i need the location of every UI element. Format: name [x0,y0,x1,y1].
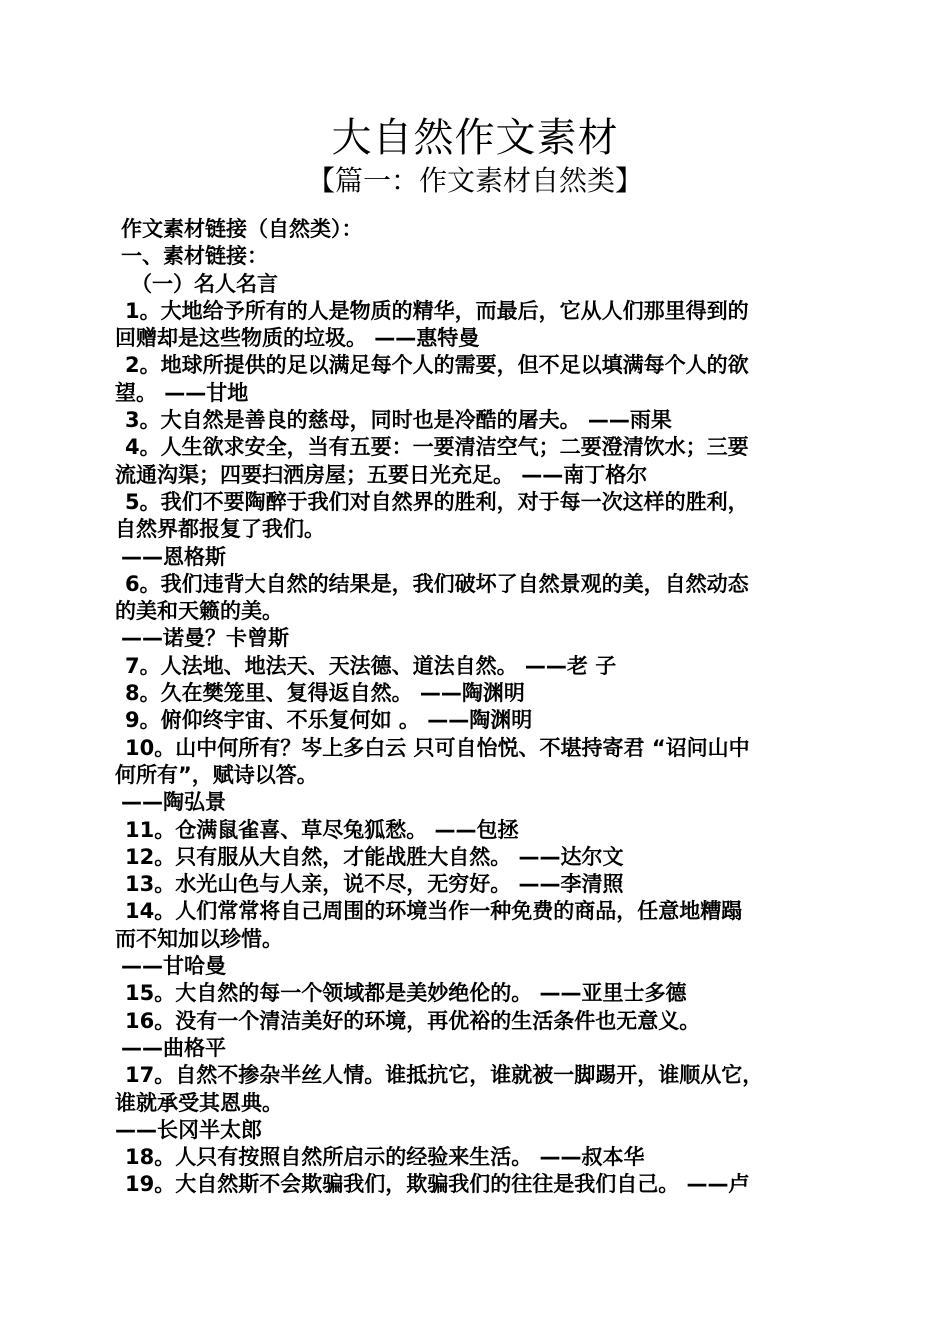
subsection-heading: 一、素材链接： [121,244,268,269]
quote-author: ——长冈半太郎 [115,1117,262,1142]
quote-line: 何所有”，赋诗以答。 [115,762,318,787]
quote-line: 19。大自然斯不会欺骗我们，欺骗我们的往往是我们自己。 ——卢 [125,1172,750,1197]
quote-line: 13。水光山色与人亲，说不尽，无穷好。 ——李清照 [125,872,624,897]
subsection-heading: （一）名人名言 [131,271,278,296]
section-heading: 作文素材链接（自然类）： [121,217,363,241]
quote-line: 5。我们不要陶醉于我们对自然界的胜利，对于每一次这样的胜利， [125,489,749,514]
quote-line: 14。人们常常将自己周围的环境当作一种免费的商品，任意地糟蹋 [125,899,743,924]
quote-author: ——诺曼？卡曾斯 [121,626,289,651]
quote-line: 回赠却是这些物质的垃圾。 ——惠特曼 [115,326,480,351]
quote-line: 谁就承受其恩典。 [115,1090,283,1115]
quote-line: 16。没有一个清洁美好的环境，再优裕的生活条件也无意义。 [125,1008,701,1033]
document-title: 大自然作文素材 [331,115,619,161]
quote-author: ——甘哈曼 [121,954,226,979]
document-body [115,216,831,1199]
quote-author: ——曲格平 [121,1035,226,1060]
quote-line: 自然界都报复了我们。 [115,517,325,542]
document-subtitle: 【篇一：作文素材自然类】 [306,164,643,197]
quote-line: 12。只有服从大自然，才能战胜大自然。 ——达尔文 [125,844,624,869]
quote-line: 11。仓满鼠雀喜、草尽兔狐愁。 ——包拯 [125,817,519,842]
quote-line: 10。山中何所有？岑上多白云 只可自怡悦、不堪持寄君 “诏问山中 [125,735,750,760]
quote-line: 8。久在樊笼里、复得返自然。 ——陶渊明 [125,681,525,706]
quote-author: ——恩格斯 [121,544,226,569]
quote-line: 的美和天籁的美。 [115,599,283,624]
quote-line: 9。俯仰终宇宙、不乐复何如 。 ——陶渊明 [125,708,533,733]
quote-line: 4。人生欲求安全，当有五要：一要清洁空气；二要澄清饮水；三要 [125,435,749,460]
quote-line: 7。人法地、地法天、天法德、道法自然。 ——老 子 [125,653,617,678]
quote-line: 1。大地给予所有的人是物质的精华，而最后，它从人们那里得到的 [125,298,749,323]
quote-line: 18。人只有按照自然所启示的经验来生活。 ——叔本华 [125,1145,645,1170]
quote-line: 2。地球所提供的足以满足每个人的需要，但不足以填满每个人的欲 [125,353,749,378]
quote-line: 17。自然不掺杂半丝人情。谁抵抗它，谁就被一脚踢开，谁顺从它， [125,1063,764,1088]
quote-line: 6。我们违背大自然的结果是，我们破坏了自然景观的美，自然动态 [125,571,749,596]
quote-line: 15。大自然的每一个领域都是美妙绝伦的。 ——亚里士多德 [125,981,687,1006]
quote-line: 3。大自然是善良的慈母，同时也是冷酷的屠夫。 ——雨果 [125,408,672,433]
quote-line: 望。 ——甘地 [115,380,249,405]
quote-author: ——陶弘景 [121,790,226,815]
quote-line: 而不知加以珍惜。 [115,926,283,951]
quote-line: 流通沟渠；四要扫洒房屋；五要日光充足。 ——南丁格尔 [115,462,648,487]
